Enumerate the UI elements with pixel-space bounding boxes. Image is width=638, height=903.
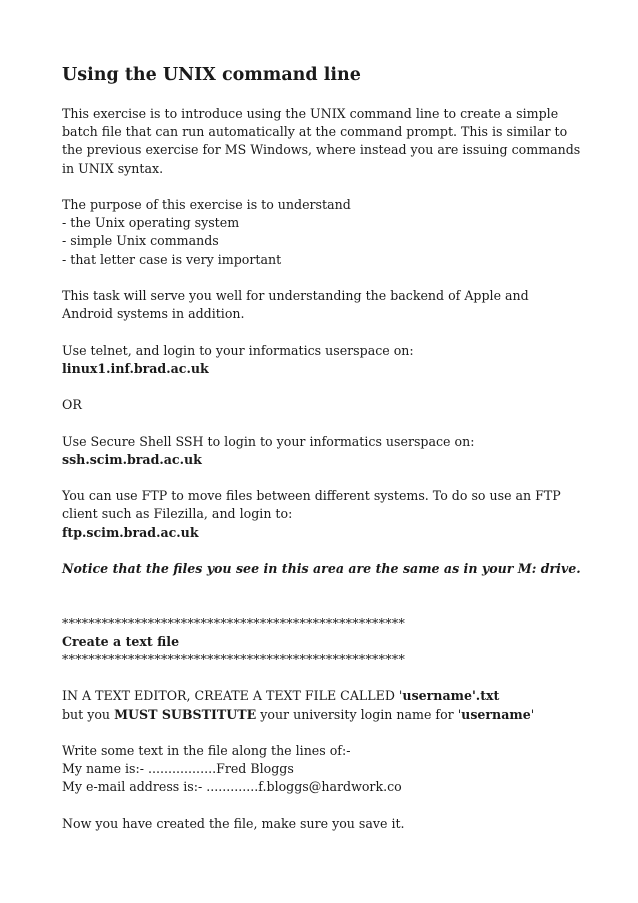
intro-paragraph: This exercise is to introduce using the UNIX command line to create a simple batch file that can run automatically at the command prompt. This is similar to the previous exercise for MS Windows, where instead you are issuing commands in UNIX syntax. <box>62 106 581 176</box>
create-line-2-mid: your university login name for ' <box>256 706 462 722</box>
save-note: Now you have created the file, make sure you save it. <box>62 815 405 831</box>
purpose-lead: The purpose of this exercise is to understand <box>62 197 351 212</box>
write-lead: Write some text in the file along the lines of:- <box>62 742 351 758</box>
telnet-host: linux1.inf.brad.ac.uk <box>62 360 209 376</box>
write-example-email: My e-mail address is:- .............f.bloggs@hardwork.co <box>62 779 402 795</box>
create-line-2-username: username <box>461 706 531 722</box>
ssh-instruction: Use Secure Shell SSH to login to your informatics userspace on: <box>62 433 475 449</box>
create-line-1 <box>62 687 582 705</box>
ftp-instruction: You can use FTP to move files between different systems. To do so use an FTP client such as Filezilla, and login to: <box>62 488 561 522</box>
divider-stars: **************************************************** <box>62 651 406 667</box>
notice-text: Notice that the files you see in this area are the same as in your M: drive. <box>62 560 581 576</box>
write-example-name: My name is:- .................Fred Bloggs <box>62 761 294 777</box>
purpose-item: - that letter case is very important <box>62 251 282 267</box>
ssh-host: ssh.scim.brad.ac.uk <box>62 451 202 467</box>
or-label: OR <box>62 397 82 413</box>
divider-stars: **************************************************** <box>62 615 406 631</box>
create-line-2 <box>62 706 582 724</box>
telnet-instruction: Use telnet, and login to your informatics userspace on: <box>62 342 414 358</box>
create-line-2-end: ' <box>530 706 535 722</box>
document-page <box>62 62 582 833</box>
document-title: Using the UNIX command line <box>62 65 361 85</box>
purpose-item: - the Unix operating system <box>62 215 240 231</box>
create-line-1-text: IN A TEXT EDITOR, CREATE A TEXT FILE CALLED ' <box>62 688 403 704</box>
ftp-host: ftp.scim.brad.ac.uk <box>62 524 199 540</box>
purpose-item: - simple Unix commands <box>62 233 219 249</box>
create-line-1-filename: username'.txt <box>402 688 500 704</box>
create-line-2-text: but you <box>62 706 115 722</box>
backend-note: This task will serve you well for understanding the backend of Apple and Android systems in addition. <box>62 288 529 322</box>
section-title: Create a text file <box>62 633 180 649</box>
create-line-2-emphasis: MUST SUBSTITUTE <box>114 706 257 722</box>
